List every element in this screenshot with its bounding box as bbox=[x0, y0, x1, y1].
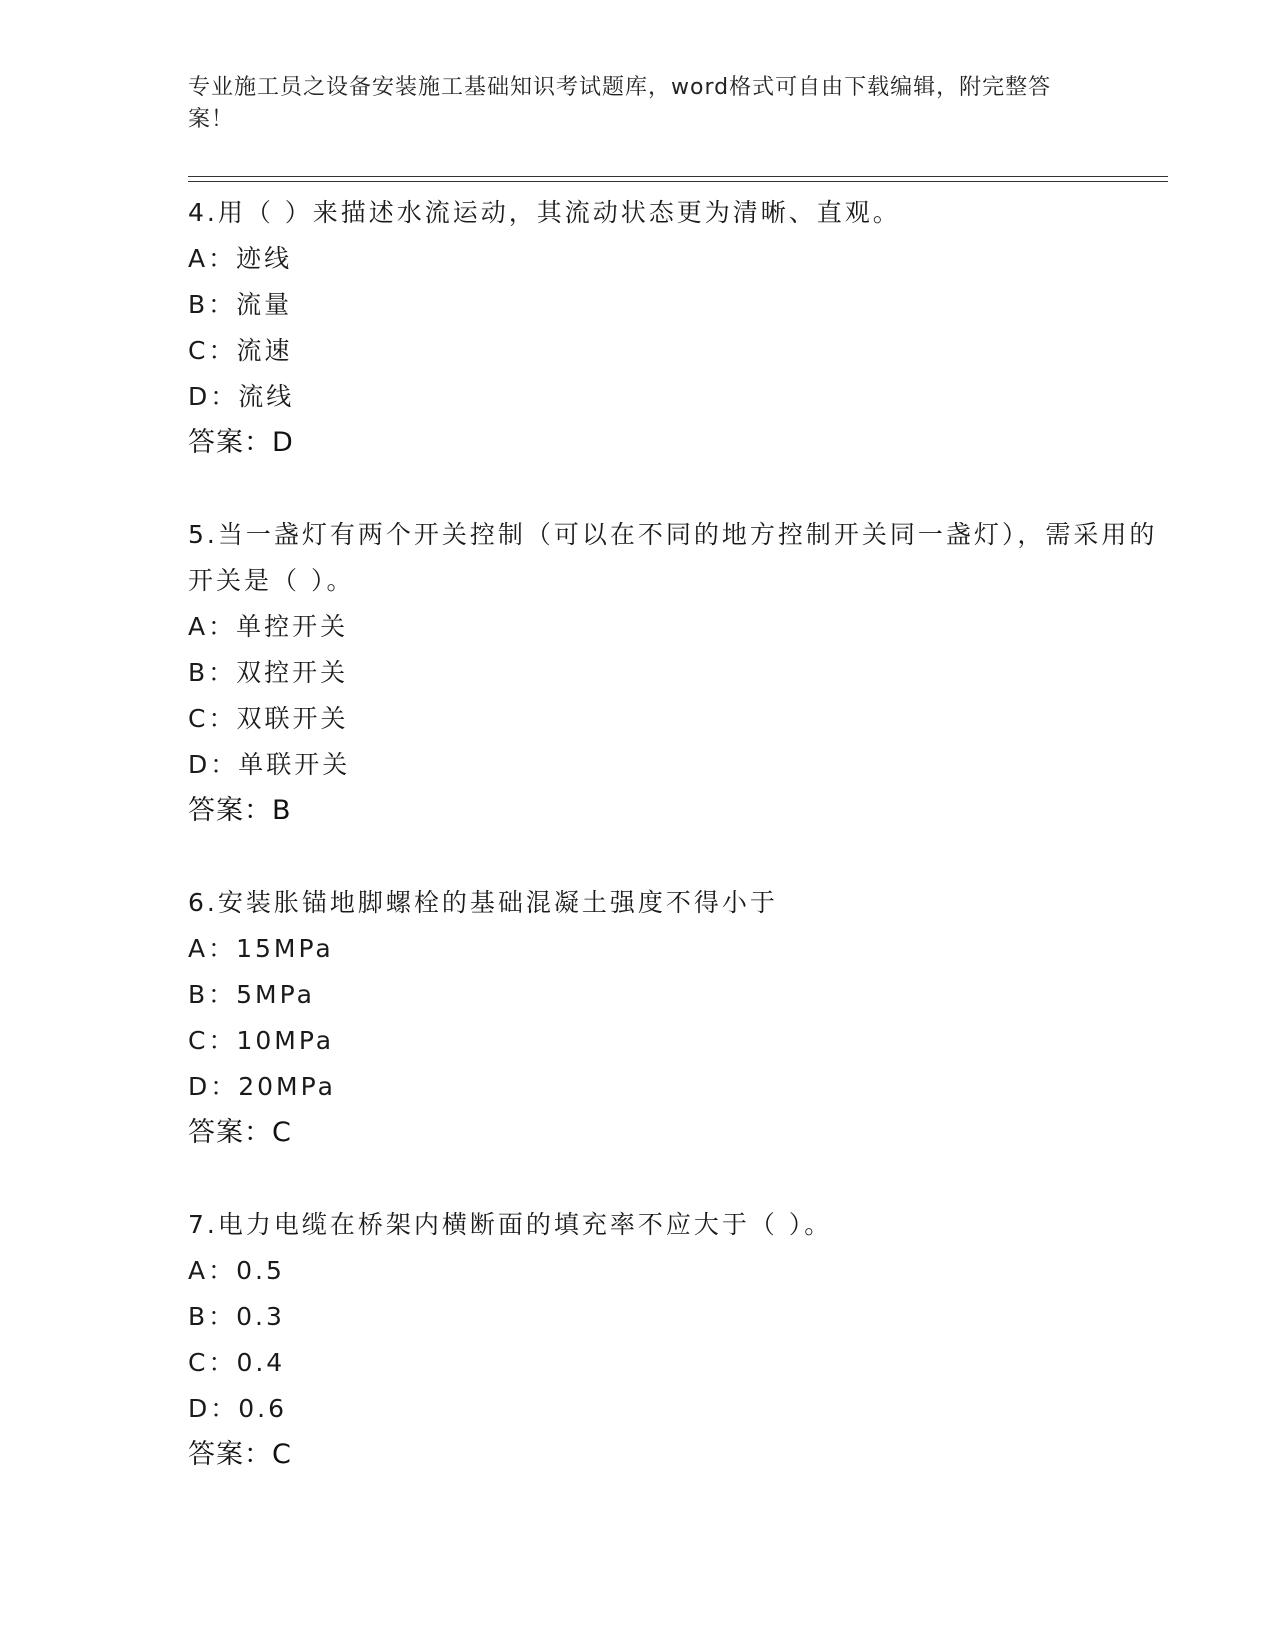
option-b: B：0.3 bbox=[188, 1302, 285, 1331]
option-b: B：流量 bbox=[188, 290, 293, 319]
question-6 bbox=[188, 880, 1168, 1156]
option-a: A：单控开关 bbox=[188, 612, 349, 641]
option-c: C：双联开关 bbox=[188, 704, 349, 733]
option-a: A：迹线 bbox=[188, 244, 293, 273]
question-4 bbox=[188, 190, 1168, 466]
question-list bbox=[188, 190, 1168, 1478]
document-page bbox=[188, 0, 1168, 1650]
question-spacer bbox=[188, 1156, 1168, 1202]
answer-label: 答案：C bbox=[188, 1439, 292, 1470]
option-d: D：流线 bbox=[188, 382, 295, 411]
question-stem: 6.安装胀锚地脚螺栓的基础混凝土强度不得小于 bbox=[188, 888, 778, 917]
answer-label: 答案：D bbox=[188, 427, 294, 458]
answer-label: 答案：C bbox=[188, 1117, 292, 1148]
header-divider-top bbox=[188, 176, 1168, 177]
option-b: B：5MPa bbox=[188, 980, 315, 1009]
option-a: A：15MPa bbox=[188, 934, 334, 963]
question-7 bbox=[188, 1202, 1168, 1478]
option-d: D：0.6 bbox=[188, 1394, 288, 1423]
question-stem: 4.用（ ）来描述水流运动，其流动状态更为清晰、直观。 bbox=[188, 198, 901, 227]
question-stem: 5.当一盏灯有两个开关控制（可以在不同的地方控制开关同一盏灯），需采用的开关是（ ）。 bbox=[188, 520, 1158, 595]
question-spacer bbox=[188, 466, 1168, 512]
question-spacer bbox=[188, 834, 1168, 880]
option-d: D：20MPa bbox=[188, 1072, 336, 1101]
option-a: A：0.5 bbox=[188, 1256, 285, 1285]
document-header: 专业施工员之设备安装施工基础知识考试题库，word格式可自由下载编辑，附完整答案！ bbox=[188, 75, 1052, 132]
question-5 bbox=[188, 512, 1168, 834]
option-c: C：0.4 bbox=[188, 1348, 286, 1377]
header-divider-bottom bbox=[188, 181, 1168, 182]
option-c: C：10MPa bbox=[188, 1026, 335, 1055]
option-b: B：双控开关 bbox=[188, 658, 349, 687]
option-d: D：单联开关 bbox=[188, 750, 351, 779]
option-c: C：流速 bbox=[188, 336, 293, 365]
answer-label: 答案：B bbox=[188, 795, 292, 826]
question-stem: 7.电力电缆在桥架内横断面的填充率不应大于（ ）。 bbox=[188, 1210, 833, 1239]
